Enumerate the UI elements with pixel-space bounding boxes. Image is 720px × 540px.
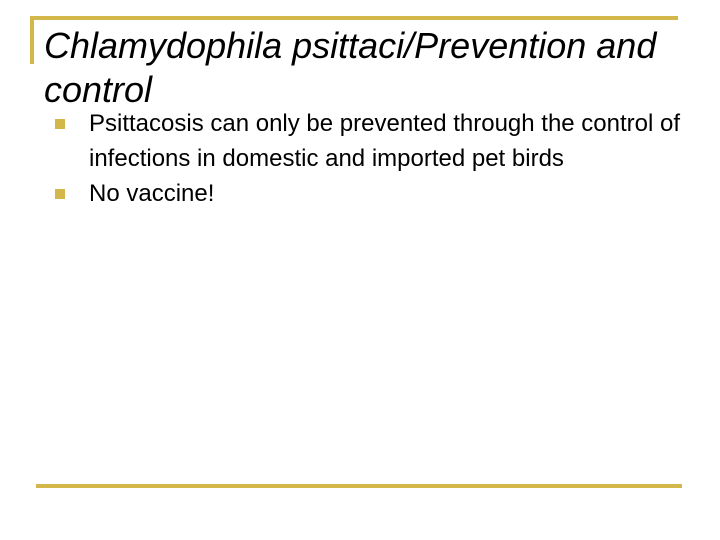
slide-title: Chlamydophila psittaci/Prevention and control <box>44 25 657 110</box>
top-border-line <box>32 16 678 20</box>
bottom-border-line <box>36 484 682 488</box>
square-bullet-icon <box>55 189 65 199</box>
bullet-item <box>50 106 690 176</box>
square-bullet-icon <box>55 119 65 129</box>
bullet-item <box>50 176 690 211</box>
bullet-list <box>50 106 690 211</box>
left-border-line <box>30 16 34 64</box>
bullet-text: Psittacosis can only be prevented through the control of infections in domestic and imported pet birds <box>89 110 681 172</box>
bullet-text: No vaccine! <box>89 180 215 207</box>
